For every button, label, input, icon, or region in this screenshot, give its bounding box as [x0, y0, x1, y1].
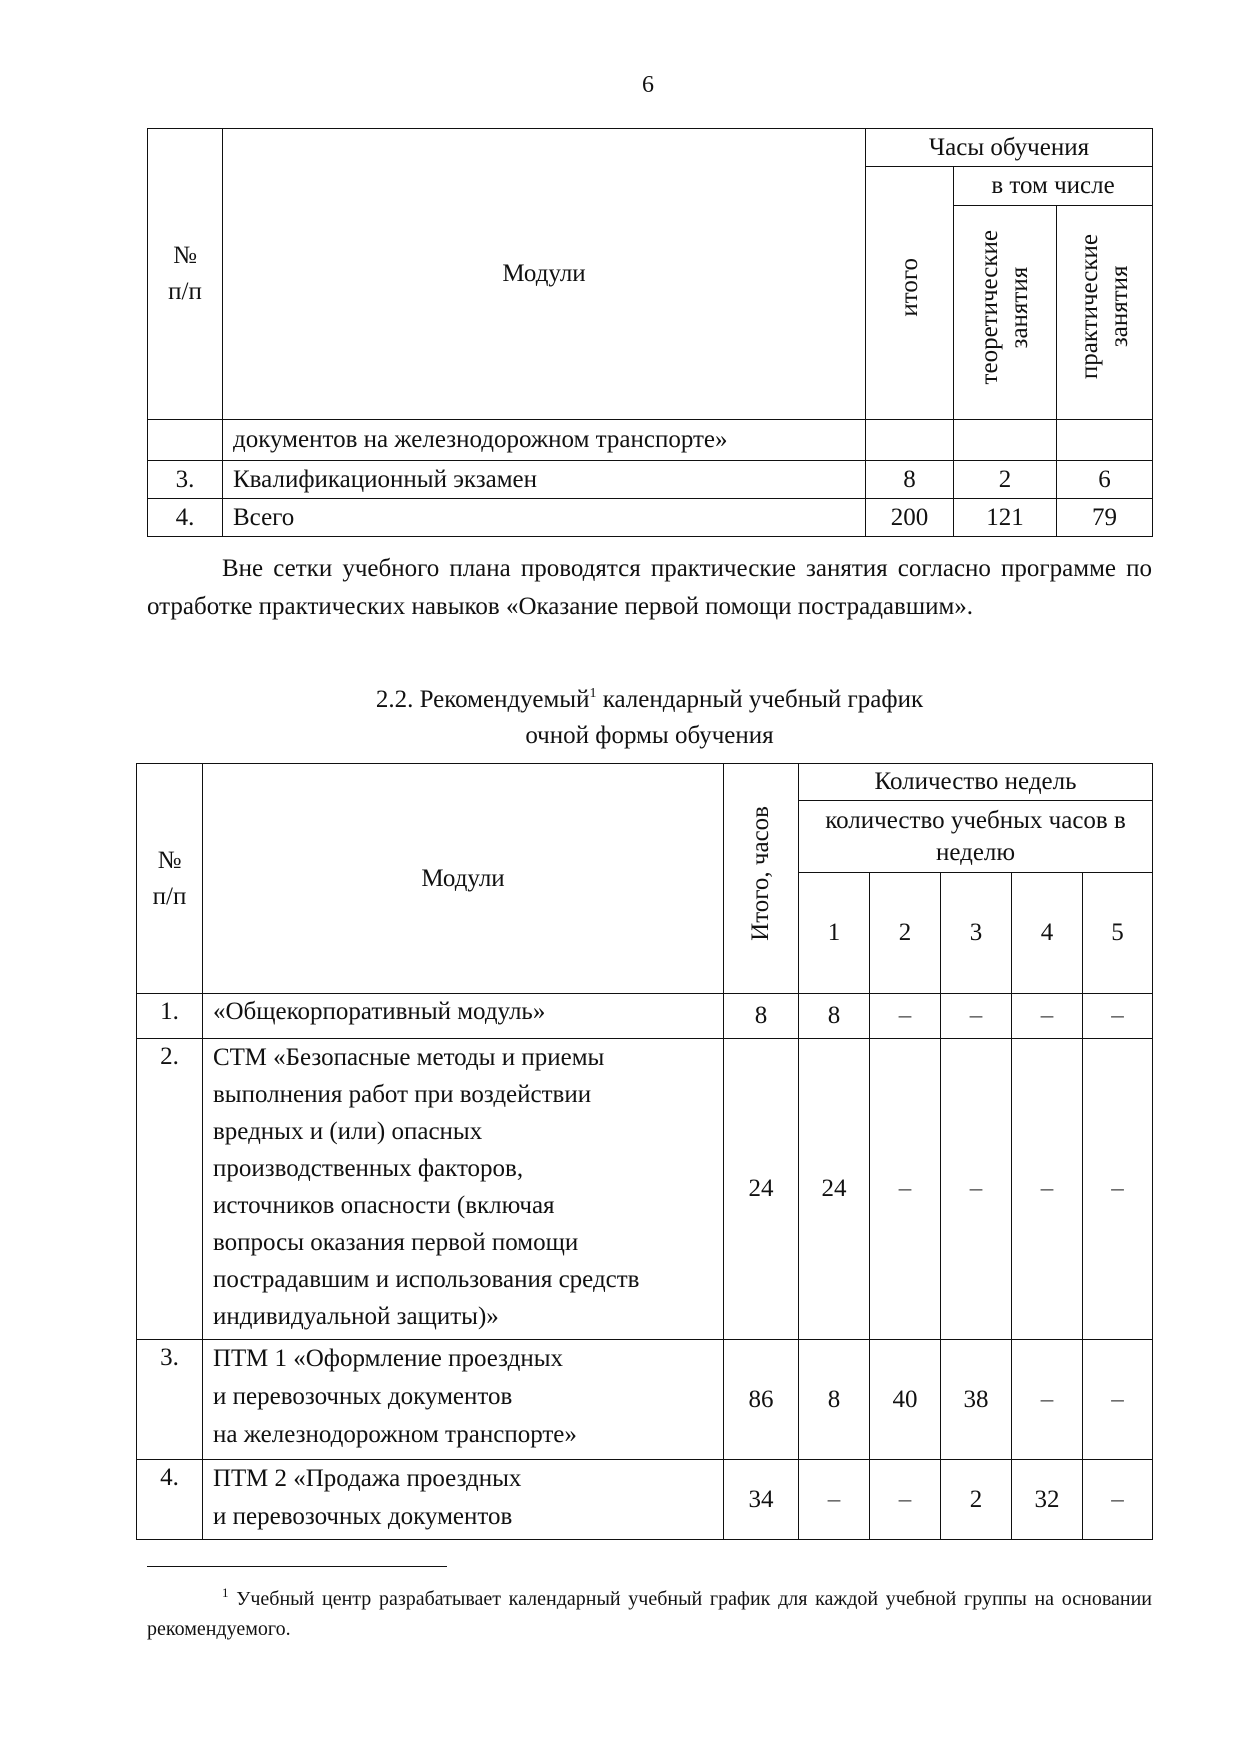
- header-total: итого: [866, 167, 954, 420]
- footnote-separator: [147, 1566, 447, 1567]
- footnote-marker: 1: [222, 1585, 229, 1600]
- table-row: документов на железнодорожном транспорте»: [148, 420, 1153, 461]
- table-row: 1. «Общекорпоративный модуль» 8 8 – – – –: [137, 994, 1153, 1039]
- page-number: 6: [642, 72, 654, 98]
- table-row: 3. ПТМ 1 «Оформление проездных и перевозочных документов на железнодорожном транспорте» 86 8 40 38 – –: [137, 1340, 1153, 1460]
- header-modules: Модули: [223, 129, 866, 420]
- header-week-4: 4: [1012, 873, 1083, 994]
- header-week-1: 1: [799, 873, 870, 994]
- header-hours-per-week: количество учебных часов в неделю: [799, 801, 1153, 873]
- footnote-ref[interactable]: 1: [589, 686, 597, 701]
- table-row: 4. ПТМ 2 «Продажа проездных и перевозочных документов 34 – – 2 32 –: [137, 1460, 1153, 1540]
- hours-table-continued: [147, 128, 1153, 537]
- table-row: 2. СТМ «Безопасные методы и приемы выполнения работ при воздействии вредных и (или) опасных производственных факторов, источников опасности (включая вопросы оказания первой помощи пострадавшим и использования средств индивидуальной защиты)» 24 24 – – – –: [137, 1039, 1153, 1340]
- table-row: 4. Всего 200 121 79: [148, 499, 1153, 537]
- header-week-3: 3: [941, 873, 1012, 994]
- header-week-5: 5: [1083, 873, 1153, 994]
- header-weeks-group: Количество недель: [799, 764, 1153, 801]
- header-week-2: 2: [870, 873, 941, 994]
- body-paragraph: Вне сетки учебного плана проводятся практические занятия согласно программе по отработке практических навыков «Оказание первой помощи пострадавшим».: [147, 555, 1152, 620]
- header-hours-group: Часы обучения: [866, 129, 1153, 167]
- header-theory: теоретические занятия: [954, 206, 1057, 420]
- header-practice: практические занятия: [1057, 206, 1153, 420]
- footnote: $^1$ Учебный центр разрабатывает календарный учебный график для каждой учебной группы на основании рекомендуемого.: [147, 1585, 1152, 1640]
- header-modules: Модули: [203, 764, 724, 994]
- header-total-hours: Итого, часов: [724, 764, 799, 994]
- header-num: № п/п: [137, 764, 203, 994]
- section-heading: 2.2. Рекомендуемый$^1$ календарный учебный график очной формы обучения: [375, 686, 924, 749]
- header-num: № п/п: [148, 129, 223, 420]
- header-including: в том числе: [954, 167, 1153, 206]
- table-row: 3. Квалификационный экзамен 8 2 6: [148, 461, 1153, 499]
- schedule-table: [136, 763, 1153, 1540]
